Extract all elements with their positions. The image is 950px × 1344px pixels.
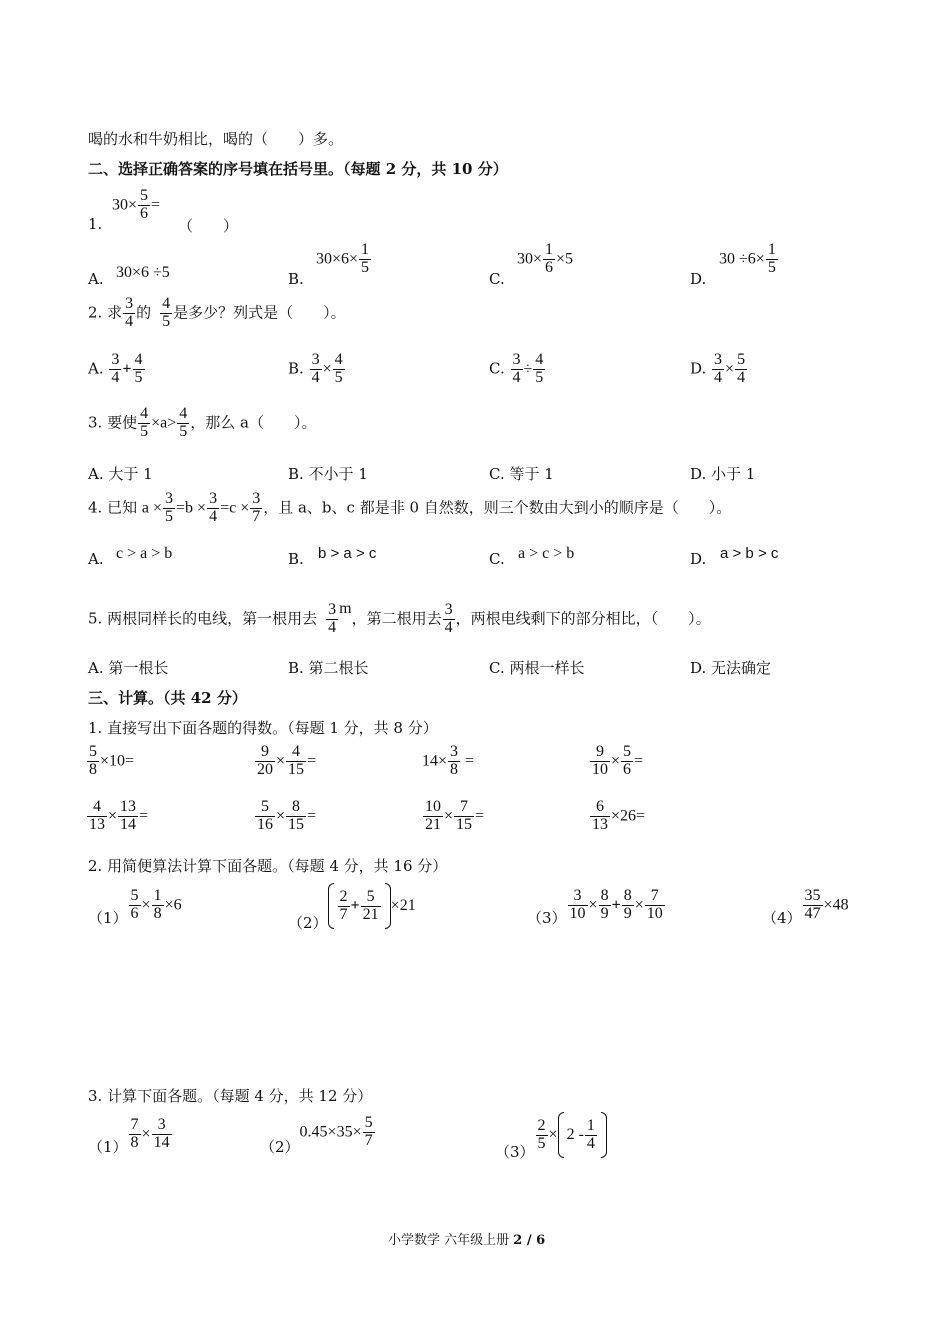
page-footer: 小学数学 六年级上册 2 / 6 <box>388 1233 546 1248</box>
p1-item: $\frac{6}{13}$ ×26= <box>592 798 646 833</box>
p1-title: 1. 直接写出下面各题的得数。（每题 1 分，共 8 分） <box>88 719 438 737</box>
p3-item-2: （2）0.45×35× $\frac{5}{7}$ <box>260 1114 373 1157</box>
p2-item-4: （4） $\frac{35}{47}$ ×48 <box>762 887 849 928</box>
q4-option-c-label: C. <box>489 550 505 568</box>
q4-stem: 4. 已知 a × $\frac{3}{5}$ =b × $\frac{3}{4}$ =c × $\frac{3}{7}$ ，且 a、b、c 都是非 0 自然数，则三个数由大到小的顺序是（ ）。 <box>88 490 732 525</box>
p1-item: $\frac{4}{13}$ × $\frac{13}{14}$ = <box>89 798 149 833</box>
p2-title: 2. 用简便算法计算下面各题。（每题 4 分，共 16 分） <box>88 857 448 875</box>
q4-option-d-label: D. <box>690 550 707 568</box>
p1-item: $\frac{5}{16}$ × $\frac{8}{15}$ = <box>257 798 317 833</box>
q4-option-b-label: B. <box>288 550 304 568</box>
q1-option-a: 30×6 ÷5 <box>116 264 170 281</box>
q1-option-b-label: B. <box>288 270 304 288</box>
q1-blank: （ ） <box>178 217 239 235</box>
q2-stem: 2. 求 $\frac{3}{4}$ 的 $\frac{4}{5}$ 是多少？列式是（ ）。 <box>88 295 346 330</box>
q4-option-c: a > c > b <box>518 545 575 562</box>
q2-option-c: C. $\frac{3}{4}$ ÷ $\frac{4}{5}$ <box>489 351 544 386</box>
p3-item-3: （3） $\frac{2}{5}$ × 2 - $\frac{1}{4}$ <box>495 1112 607 1158</box>
p3-title: 3. 计算下面各题。（每题 4 分，共 12 分） <box>88 1087 373 1105</box>
p1-item: $\frac{5}{8}$ ×10= <box>89 743 135 778</box>
q4-option-a: c > a > b <box>116 545 173 562</box>
q2-option-b: B. $\frac{3}{4}$ × $\frac{4}{5}$ <box>288 351 343 386</box>
p1-item: 14× $\frac{3}{8}$ = <box>422 743 475 778</box>
q1-option-b: 30×6× $\frac{1}{5}$ <box>316 241 370 276</box>
q4-option-d: a > b > c <box>720 545 779 562</box>
q3-option-b: B. 不小于 1 <box>288 465 368 483</box>
p2-item-1: （1） $\frac{5}{6}$ × $\frac{1}{8}$ ×6 <box>88 887 182 928</box>
q1-option-c: 30× $\frac{1}{6}$ ×5 <box>517 241 574 276</box>
p1-item: $\frac{9}{20}$ × $\frac{4}{15}$ = <box>257 743 317 778</box>
q1-number: 1. <box>88 215 103 233</box>
section3-title: 三、计算。（共 42 分） <box>88 689 247 707</box>
q3-option-c: C. 等于 1 <box>489 465 554 483</box>
q1-option-c-label: C. <box>489 270 505 288</box>
fraction: $\frac{5}{6}$ <box>140 187 149 222</box>
q2-option-d: D. $\frac{3}{4}$ × $\frac{5}{4}$ <box>690 351 746 386</box>
q1-option-d-label: D. <box>690 270 707 288</box>
q2-option-a: A. $\frac{3}{4}$ + $\frac{4}{5}$ <box>88 351 143 386</box>
p1-item: $\frac{9}{10}$ × $\frac{5}{6}$ = <box>592 743 644 778</box>
q5-option-b: B. 第二根长 <box>288 659 369 677</box>
top-line: 喝的水和牛奶相比，喝的（ ）多。 <box>88 130 344 148</box>
q5-option-a: A. 第一根长 <box>88 659 169 677</box>
q3-option-a: A. 大于 1 <box>88 465 153 483</box>
p2-item-3: （3） $\frac{3}{10}$ × $\frac{8}{9}$ + $\frac{8}{9}$ × $\frac{7}{10}$ <box>527 887 663 928</box>
q1-option-d: 30 ÷6× $\frac{1}{5}$ <box>719 241 776 276</box>
q4-option-a-label: A. <box>88 550 104 568</box>
q1-option-a-label: A. <box>88 270 104 288</box>
q5-option-d: D. 无法确定 <box>690 659 772 677</box>
q3-stem: 3. 要使 $\frac{4}{5}$ ×a> $\frac{4}{5}$ ，那么 a（ ）。 <box>88 405 317 440</box>
section2-title: 二、选择正确答案的序号填在括号里。（每题 2 分，共 10 分） <box>88 160 508 178</box>
q5-option-c: C. 两根一样长 <box>489 659 585 677</box>
p2-item-2: （2） $\frac{2}{7}$ + $\frac{5}{21}$ ×21 <box>288 883 416 929</box>
p3-item-1: （1） $\frac{7}{8}$ × $\frac{3}{14}$ <box>88 1116 170 1157</box>
q5-stem: 5. 两根同样长的电线，第一根用去 $\frac{3}{4}$ m，第二根用去 $\frac{3}{4}$ ，两根电线剩下的部分相比，（ ）。 <box>88 600 711 636</box>
p1-item: $\frac{10}{21}$ × $\frac{7}{15}$ = <box>425 798 485 833</box>
q4-option-b: b > a > c <box>318 545 377 562</box>
q1-expression: 30× $\frac{5}{6}$ = <box>112 187 161 222</box>
q3-option-d: D. 小于 1 <box>690 465 756 483</box>
